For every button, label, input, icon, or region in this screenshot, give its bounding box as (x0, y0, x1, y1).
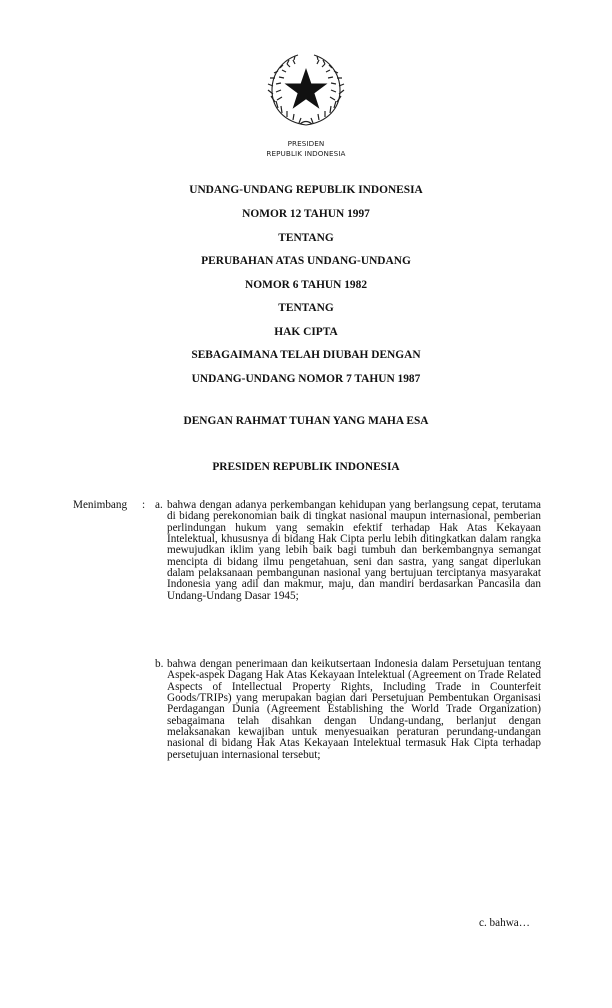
invocation-heading: DENGAN RAHMAT TUHAN YANG MAHA ESA (183, 415, 429, 427)
title-line-9: UNDANG-UNDANG NOMOR 7 TAHUN 1987 (191, 373, 421, 385)
title-line-5: NOMOR 6 TAHUN 1982 (244, 279, 368, 291)
office-label-presiden: PRESIDEN (287, 139, 325, 148)
authority-heading: PRESIDEN REPUBLIK INDONESIA (212, 461, 400, 473)
menimbang-colon: : (142, 499, 146, 511)
title-line-1: UNDANG-UNDANG REPUBLIK INDONESIA (189, 184, 423, 196)
item-marker: a. (155, 499, 163, 511)
star-wreath-icon (266, 50, 346, 130)
consideration-item-a (155, 500, 541, 602)
title-line-6: TENTANG (278, 302, 334, 314)
title-line-3: TENTANG (278, 232, 334, 244)
title-line-2: NOMOR 12 TAHUN 1997 (242, 208, 370, 220)
menimbang-label: Menimbang (73, 499, 128, 511)
consideration-item-b (155, 659, 541, 761)
title-line-8: SEBAGAIMANA TELAH DIUBAH DENGAN (191, 349, 421, 361)
item-marker: b. (155, 658, 164, 670)
page-continuation-catchword: c. bahwa… (479, 917, 530, 929)
title-line-4: PERUBAHAN ATAS UNDANG-UNDANG (201, 255, 411, 267)
title-line-7: HAK CIPTA (274, 326, 338, 338)
item-text: bahwa dengan adanya perkembangan kehidupan yang berlangsung cepat, terutama di bidang perekonomian baik di tingkat nasional maupun internasional, pemberian perlindungan hukum yang semakin efektif terhadap Hak Atas Kekayaan Intelektual, khususnya di bidang Hak Cipta perlu lebih ditingkatkan dalam rangka mewujudkan iklim yang lebih baik bagi tumbuh dan berkembangnya semangat mencipta di bidang ilmu pengetahuan, seni dan sastra, yang sangat diperlukan dalam pelaksanaan pembangunan nasional yang bertujuan terciptanya masyarakat Indonesia yang adil dan makmur, maju, dan mandiri berdasarkan Pancasila dan Undang-Undang Dasar 1945; (167, 499, 541, 602)
item-text: bahwa dengan penerimaan dan keikutsertaan Indonesia dalam Persetujuan tentang Aspek-aspek Dagang Hak Atas Kekayaan Intelektual (Agreement on Trade Related Aspects of Intellectual Property Rights, Including Trade in Counterfeit Goods/TRIPs) yang merupakan bagian dari Persetujuan Pembentukan Organisasi Perdagangan Dunia (Agreement Establishing the World Trade Organization) sebagaimana telah disahkan dengan Undang-undang, berlanjut dengan melaksanakan kewajiban untuk menyesuaikan peraturan perundang-undangan nasional di bidang Hak Atas Kekayaan Intelektual termasuk Hak Cipta terhadap persetujuan internasional tersebut; (167, 658, 541, 761)
presidential-emblem (266, 50, 346, 130)
office-label-republik: REPUBLIK INDONESIA (266, 149, 346, 158)
